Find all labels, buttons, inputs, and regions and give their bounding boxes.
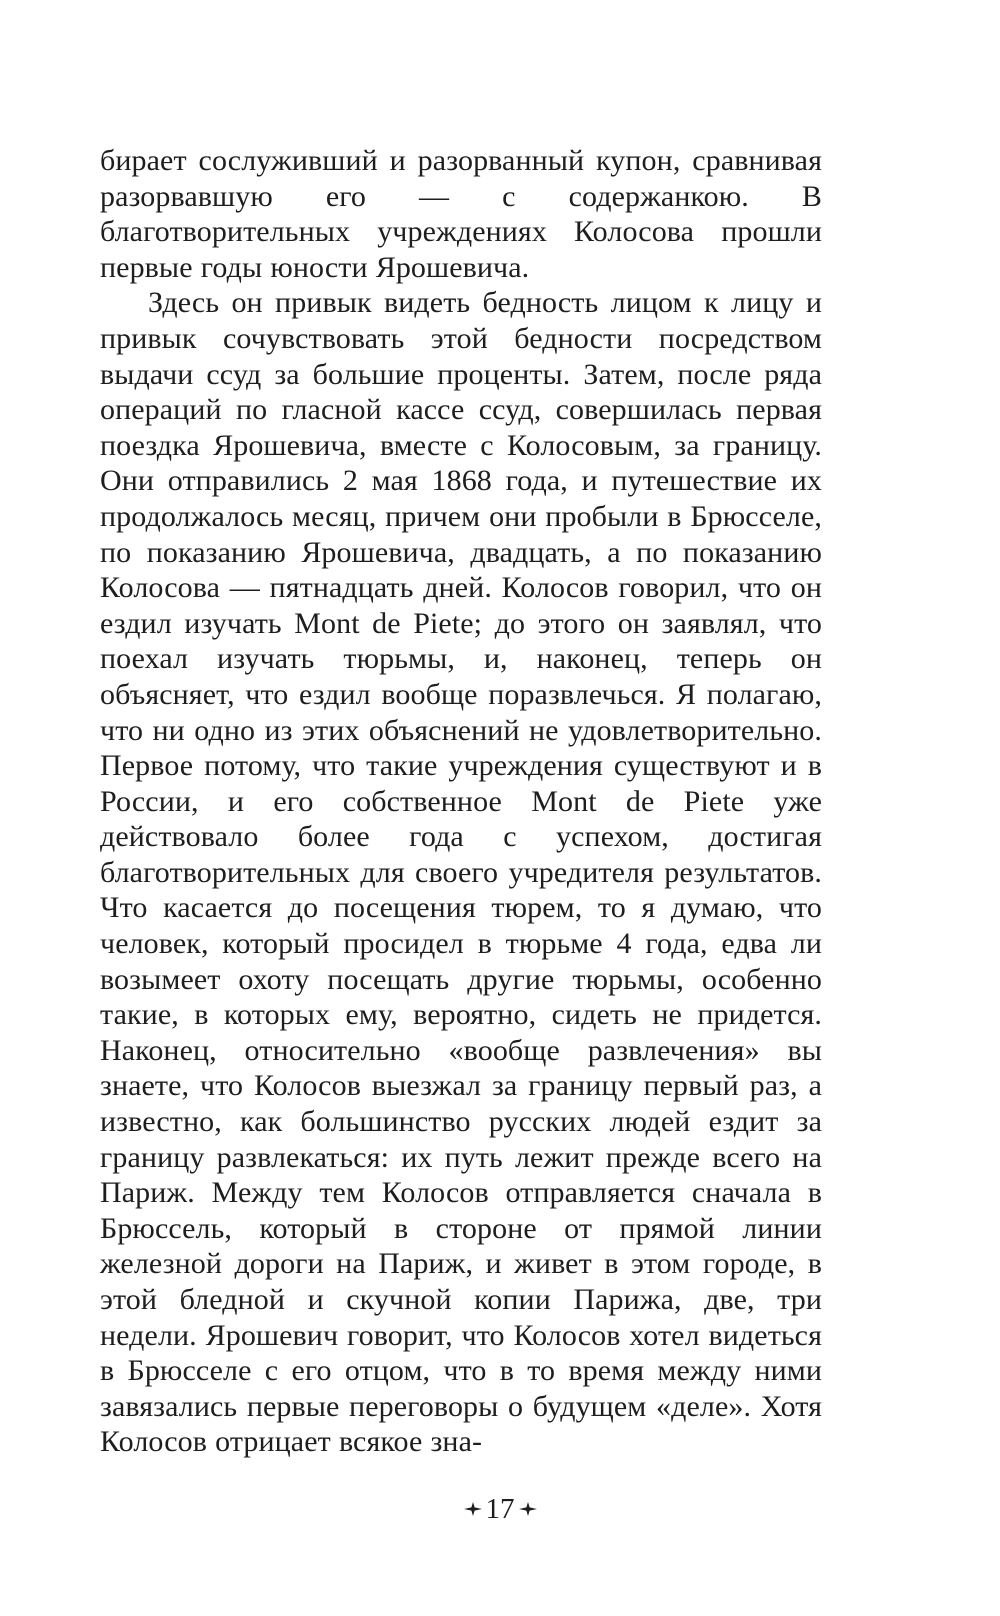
page-number: 17 xyxy=(485,1493,515,1525)
four-point-star-icon xyxy=(464,1502,482,1516)
page-number-footer xyxy=(0,1492,1000,1526)
paragraph-main: Здесь он привык видеть бедность лицом к лицу и привык сочувствовать этой бедности посредством выдачи ссуд за большие проценты. Затем, после ряда операций по гласной кассе ссуд, совершилась первая поездка Ярошевича, вместе с Колосовым, за границу. Они отправились 2 мая 1868 года, и путешествие их продолжалось месяц, причем они пробыли в Брюсселе, по показанию Ярошевича, двадцать, а по показанию Колосова — пятнадцать дней. Колосов говорил, что он ездил изучать Mont de Piete; до этого он заявлял, что поехал изучать тюрьмы, и, наконец, теперь он объясняет, что ездил вообще поразвлечься. Я полагаю, что ни одно из этих объяснений не удовлетворительно. Первое потому, что такие учреждения существуют и в России, и его собственное Mont de Piete уже действовало более года с успехом, достигая благотворительных для своего учредителя результатов. Что касается до посещения тюрем, то я думаю, что человек, который просидел в тюрьме 4 года, едва ли возымеет охоту посещать другие тюрьмы, особенно такие, в которых ему, вероятно, сидеть не придется. Наконец, относительно «вообще развлечения» вы знаете, что Колосов выезжал за границу первый раз, а известно, как большинство русских людей ездит за границу развлекаться: их путь лежит прежде всего на Париж. Между тем Колосов отправляется сначала в Брюссель, который в стороне от прямой линии железной дороги на Париж, и живет в этом городе, в этой бледной и скучной копии Парижа, две, три недели. Ярошевич говорит, что Колосов хотел видеться в Брюсселе с его отцом, что в то время между ними завязались первые переговоры о будущем «деле». Хотя Колосов отрицает всякое зна- xyxy=(100,286,822,1459)
body-text xyxy=(100,143,822,1460)
paragraph-continuation: бирает сослуживший и разорванный купон, сравнивая разорвавшую его — с содержанкою. В благотворительных учреждениях Колосова прошли первые годы юности Ярошевича. xyxy=(100,144,822,284)
four-point-star-icon xyxy=(519,1502,537,1516)
